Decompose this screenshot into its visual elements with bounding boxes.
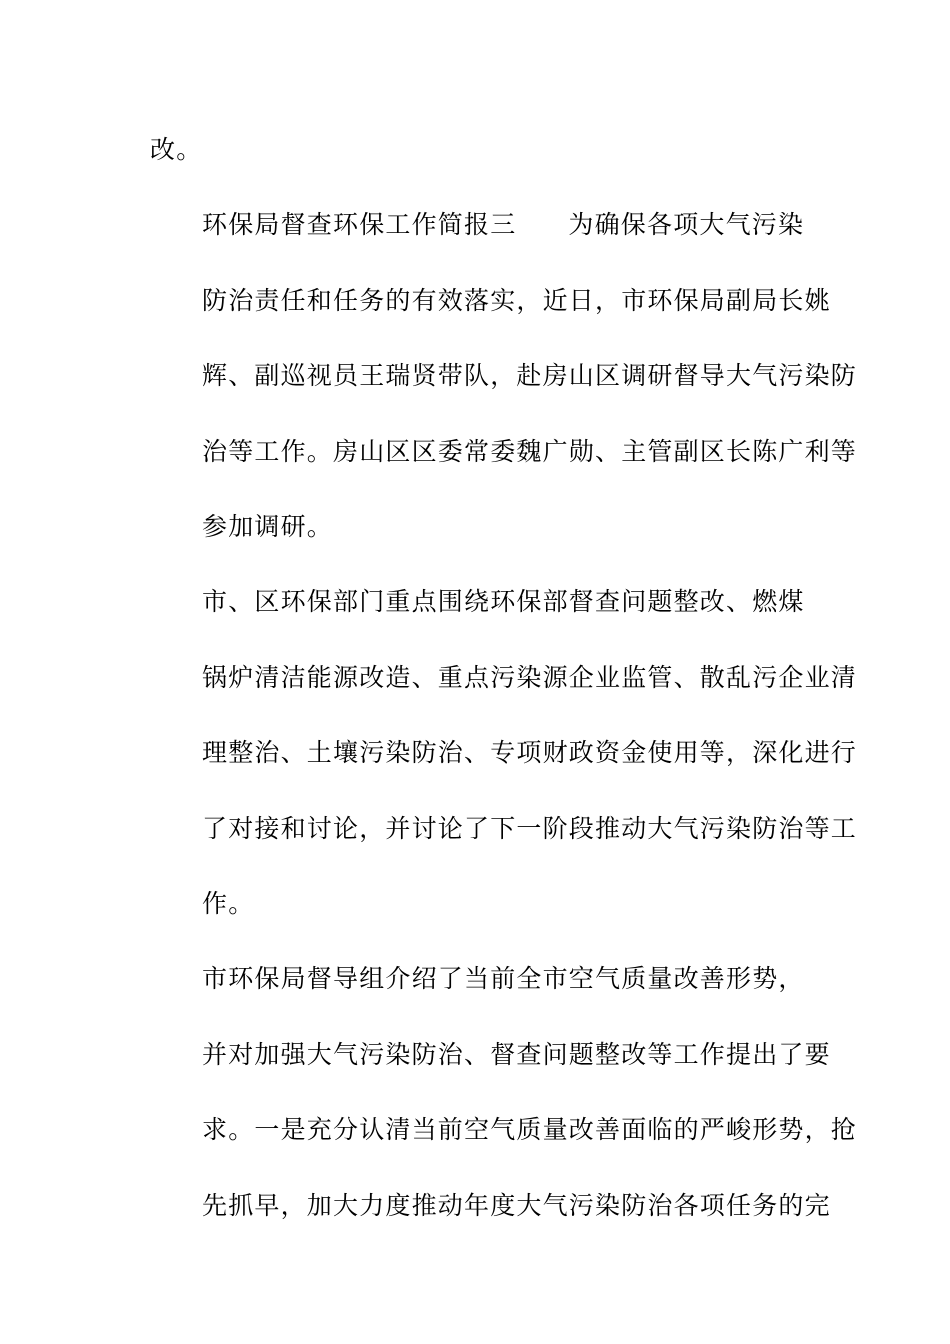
text-line: 参加调研。	[202, 512, 334, 542]
paragraph-bulletin-intro	[150, 187, 858, 564]
text-line: 市环保局督导组介绍了当前全市空气质量改善形势，	[202, 964, 805, 994]
paragraph-discussion	[150, 564, 858, 941]
text-line: 市、区环保部门重点围绕环保部督查问题整改、燃煤	[202, 587, 805, 617]
text-line: 治等工作。房山区区委常委魏广勋、主管副区长陈广利等	[202, 436, 858, 466]
text-line: 锅炉清洁能源改造、重点污染源企业监管、散乱污企业清	[202, 662, 858, 692]
text-line: 求。一是充分认清当前空气质量改善面临的严峻形势，抢	[202, 1115, 858, 1145]
document-body	[150, 112, 858, 1243]
bulletin-heading: 环保局督查环保工作简报三	[202, 210, 517, 240]
bulletin-first-line: 为确保各项大气污染	[568, 210, 805, 240]
text-line: 先抓早，加大力度推动年度大气污染防治各项任务的完	[202, 1190, 831, 1220]
paragraph-continuation	[150, 112, 790, 187]
text-line: 辉、副巡视员王瑞贤带队，赴房山区调研督导大气污染防	[202, 361, 858, 391]
text-line: 改。	[150, 135, 203, 164]
text-line: 理整治、土壤污染防治、专项财政资金使用等，深化进行	[202, 738, 858, 768]
paragraph-requirements	[150, 941, 858, 1243]
text-line: 了对接和讨论，并讨论了下一阶段推动大气污染防治等工	[202, 813, 858, 843]
text-line: 作。	[202, 889, 255, 919]
text-line: 并对加强大气污染防治、督查问题整改等工作提出了要	[202, 1039, 831, 1069]
text-line	[150, 187, 805, 262]
text-line: 防治责任和任务的有效落实，近日，市环保局副局长姚	[202, 285, 831, 315]
